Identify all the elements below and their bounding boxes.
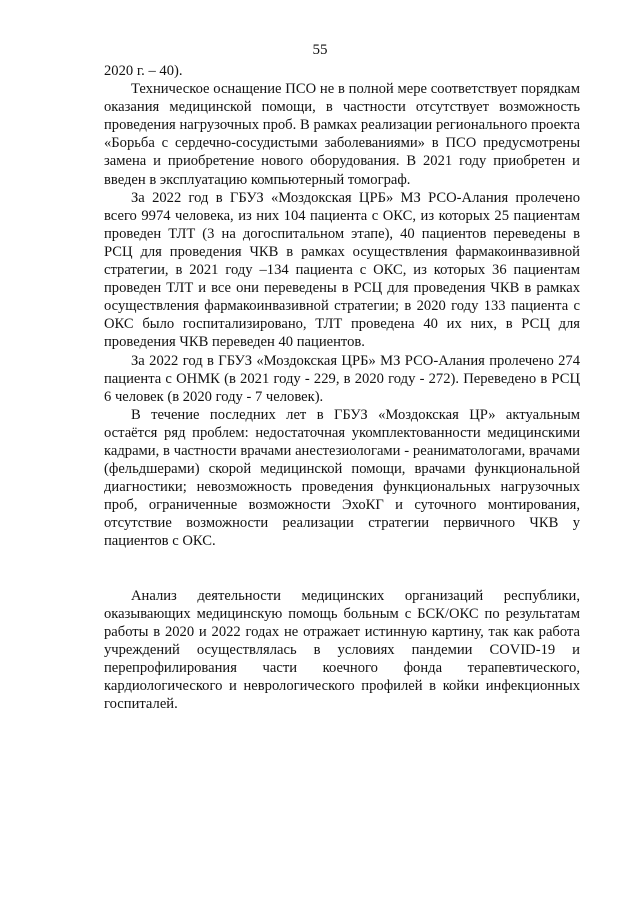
paragraph-analysis: Анализ деятельности медицинских организаций республики, оказывающих медицинскую помощь больным с БСК/ОКС по результатам работы в 2020 и 2022 годах не отражает истинную картину, так как работа учреждений осуществлялась в условиях пандемии COVID-19 и перепрофилирования части коечного фонда терапевтического, кардиологического и неврологического профилей в койки инфекционных госпиталей. — [104, 587, 580, 713]
paragraph-continuation: 2020 г. – 40). — [104, 63, 183, 79]
paragraph-onmk-statistics: За 2022 год в ГБУЗ «Моздокская ЦРБ» МЗ РСО-Алания пролечено 274 пациента с ОНМК (в 2021 году - 229, в 2020 году - 272). Переведено в РСЦ 6 человек (в 2020 году - 7 человек). — [104, 352, 580, 405]
paragraph-technical-equipment: Техническое оснащение ПСО не в полной мере соответствует порядкам оказания медицинской помощи, в частности отсутствует возможность проведения нагрузочных проб. В рамках реализации регионального проекта «Борьба с сердечно-сосудистыми заболеваниями» в ПСО предусмотрены замена и приобретение нового оборудования. В 2021 году приобретен и введен в эксплуатацию компьютерный томограф. — [104, 81, 580, 188]
paragraph-problems: В течение последних лет в ГБУЗ «Моздокская ЦР» актуальным остаётся ряд проблем: недостаточная укомплектованности медицинскими кадрами, в частности врачами анестезиологами - реаниматологами, врачами (фельдшерами) скорой медицинской помощи, врачами функциональной диагностики; невозможность проведения функциональных нагрузочных проб, ограниченные возможности ЭхоКГ и суточного монтирования, отсутствие возможности реализации стратегии первичного ЧКВ у пациентов с ОКС. — [104, 406, 580, 550]
document-body — [104, 62, 580, 713]
paragraph-oks-statistics: За 2022 год в ГБУЗ «Моздокская ЦРБ» МЗ РСО-Алания пролечено всего 9974 человека, из них 104 пациента с ОКС, из которых 25 пациентам проведен ТЛТ (3 на догоспитальном этапе), 40 пациентов переведены в РСЦ для проведения ЧКВ в рамках осуществления фармакоинвазивной стратегии, в 2021 году –134 пациента с ОКС, из которых 36 пациентам проведен ТЛТ и все они переведены в РСЦ для проведения ЧКВ в рамках осуществления фармакоинвазивной стратегии; в 2020 году 133 пациента с ОКС было госпитализировано, ТЛТ проведена 40 их них, в РСЦ для проведения ЧКВ переведен 40 пациентов. — [104, 189, 580, 351]
page-number: 55 — [312, 42, 328, 58]
